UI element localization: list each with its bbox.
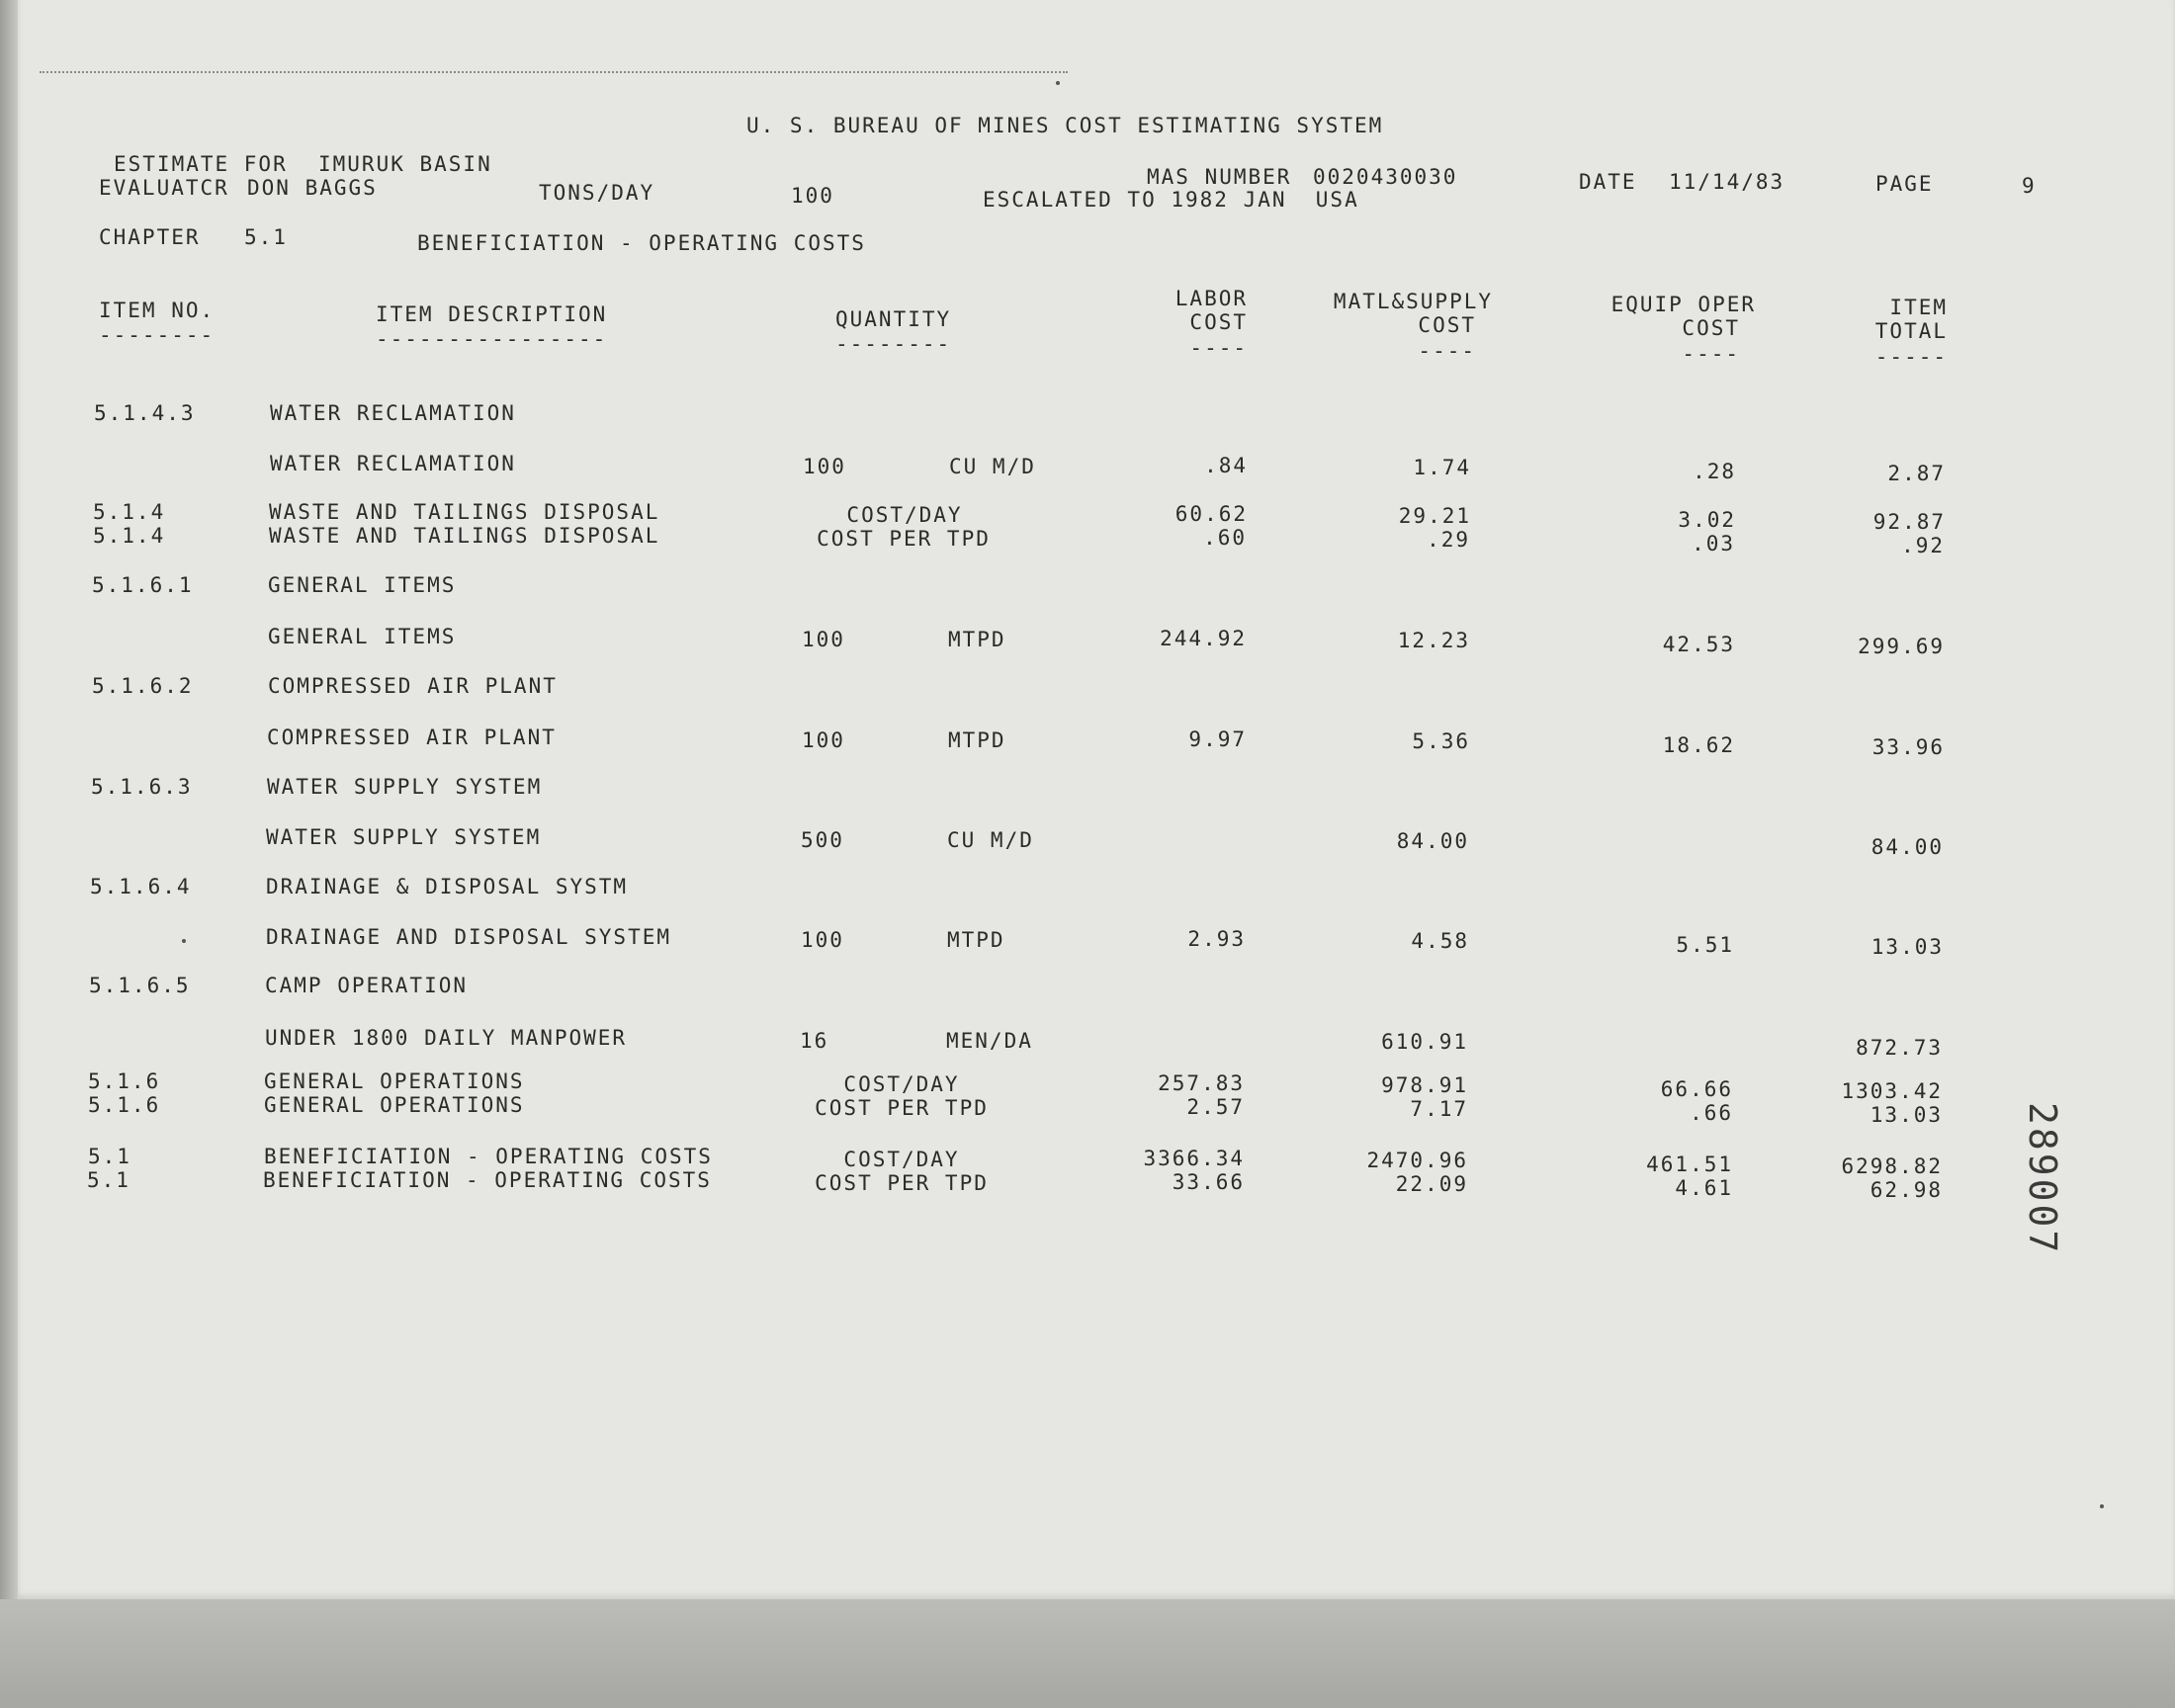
matl-supply-cost: .29 [1427,528,1470,552]
item-no: 5.1.4 [93,524,166,548]
speck [1056,81,1060,85]
item-description: GENERAL ITEMS [268,573,457,597]
quantity-unit: MEN/DA [946,1029,1033,1053]
mas-number-label: MAS NUMBER [1147,165,1292,189]
item-description: WATER RECLAMATION [270,401,516,425]
item-no: 5.1.4 [93,500,166,524]
item-description: WASTE AND TAILINGS DISPOSAL [269,500,660,524]
escalated-text: ESCALATED TO 1982 JAN USA [983,188,1359,212]
col-matl-line2: COST [1418,313,1476,337]
quantity-basis: COST/DAY [843,1148,960,1171]
chapter-title: BENEFICIATION - OPERATING COSTS [417,231,866,255]
evaluator-value: DON BAGGS [247,176,378,200]
estimate-for-label: ESTIMATE FOR [114,152,288,176]
quantity-basis: COST/DAY [843,1072,960,1096]
printout-sheet [18,0,2175,1599]
col-item-description: ITEM DESCRIPTION [376,302,608,326]
labor-cost: 2.93 [1187,927,1246,951]
item-description: GENERAL OPERATIONS [264,1093,525,1117]
quantity-basis: COST PER TPD [817,527,991,551]
item-description: COMPRESSED AIR PLANT [267,726,557,749]
equip-oper-cost: 461.51 [1646,1153,1733,1176]
item-no: 5.1.4.3 [94,401,196,425]
labor-cost: 60.62 [1174,502,1248,526]
col-labor-line2: COST [1189,310,1248,334]
mas-number-value: 0020430030 [1313,165,1458,189]
col-total-line2: TOTAL [1874,319,1948,343]
item-total: 33.96 [1871,735,1945,759]
equip-oper-cost: 5.51 [1676,933,1734,957]
item-total: 299.69 [1858,635,1945,658]
equip-oper-cost: .66 [1690,1101,1733,1125]
chapter-label: CHAPTER [99,225,201,249]
matl-supply-cost: 1.74 [1413,456,1471,479]
item-no: 5.1.6.2 [92,674,194,698]
chapter-number: 5.1 [244,225,288,249]
col-item-no-rule: -------- [99,323,216,347]
margin-stamp: 289007 [2021,1102,2064,1256]
item-total: 2.87 [1887,462,1946,485]
sheet-left-edge [0,0,18,1599]
item-description: CAMP OPERATION [265,974,469,997]
item-total: 13.03 [1870,935,1944,959]
item-total: 84.00 [1870,835,1944,859]
equip-oper-cost: 18.62 [1662,733,1735,757]
item-description: BENEFICIATION - OPERATING COSTS [263,1168,712,1192]
item-description: GENERAL OPERATIONS [264,1069,525,1093]
date-value: 11/14/83 [1669,170,1785,194]
col-equip-rule: ---- [1682,342,1740,366]
labor-cost: 3366.34 [1143,1147,1245,1170]
item-total: .92 [1901,534,1945,557]
item-no: 5.1.6.3 [91,775,193,799]
equip-oper-cost: 3.02 [1678,508,1736,532]
item-no: 5.1.6 [88,1093,161,1117]
quantity-value: 100 [801,928,844,952]
col-quantity-rule: -------- [835,332,952,356]
date-label: DATE [1579,170,1637,194]
equip-oper-cost: 66.66 [1660,1077,1733,1101]
item-description: GENERAL ITEMS [268,625,457,648]
page-number: 9 [2022,174,2037,198]
item-total: 92.87 [1872,510,1946,534]
page-label: PAGE [1875,172,1934,196]
item-description: DRAINAGE & DISPOSAL SYSTM [266,875,629,898]
speck [2100,1504,2104,1508]
col-item-description-rule: ---------------- [376,327,608,351]
matl-supply-cost: 29.21 [1398,504,1471,528]
col-equip-line2: COST [1682,316,1740,340]
labor-cost: .60 [1203,526,1247,550]
item-no: 5.1.6.1 [92,573,194,597]
matl-supply-cost: 978.91 [1381,1073,1468,1097]
item-no: 5.1.6 [88,1069,161,1093]
system-title: U. S. BUREAU OF MINES COST ESTIMATING SYSTEM [746,114,1384,137]
item-total: 872.73 [1856,1036,1943,1060]
item-total: 6298.82 [1841,1154,1943,1178]
item-description: BENEFICIATION - OPERATING COSTS [264,1145,713,1168]
equip-oper-cost: 42.53 [1662,633,1735,656]
labor-cost: 9.97 [1188,727,1247,751]
quantity-basis: COST PER TPD [815,1096,989,1120]
matl-supply-cost: 5.36 [1412,729,1470,753]
evaluator-label: EVALUATCR [99,176,229,200]
equip-oper-cost: .28 [1693,460,1736,483]
item-description: DRAINAGE AND DISPOSAL SYSTEM [266,925,672,949]
matl-supply-cost: 7.17 [1410,1097,1468,1121]
matl-supply-cost: 12.23 [1397,629,1470,652]
col-labor-rule: ---- [1189,336,1248,360]
quantity-value: 100 [803,455,846,478]
item-description: WATER SUPPLY SYSTEM [266,825,542,849]
item-total: 62.98 [1870,1178,1943,1202]
labor-cost: 2.57 [1186,1095,1245,1119]
col-item-no: ITEM NO. [99,299,216,322]
col-labor-line1: LABOR [1174,287,1248,310]
quantity-value: 500 [801,828,844,852]
item-description: WASTE AND TAILINGS DISPOSAL [269,524,660,548]
item-no: 5.1.6.4 [90,875,192,898]
quantity-value: 100 [802,628,845,651]
matl-supply-cost: 22.09 [1395,1172,1468,1196]
item-description: WATER RECLAMATION [270,452,516,475]
matl-supply-cost: 610.91 [1381,1030,1468,1054]
item-description: UNDER 1800 DAILY MANPOWER [265,1026,628,1050]
tear-perforation [40,71,1068,73]
item-description: WATER SUPPLY SYSTEM [267,775,543,799]
quantity-unit: CU M/D [949,455,1036,478]
labor-cost: 257.83 [1158,1071,1245,1095]
quantity-basis: COST/DAY [846,503,963,527]
col-quantity: QUANTITY [835,307,952,331]
equip-oper-cost: 4.61 [1675,1176,1733,1200]
sheet-bottom-edge [0,1599,2175,1708]
quantity-unit: MTPD [948,628,1006,651]
quantity-unit: MTPD [948,728,1006,752]
matl-supply-cost: 2470.96 [1366,1149,1468,1172]
quantity-unit: MTPD [947,928,1005,952]
item-no: 5.1 [87,1168,130,1192]
col-total-line1: ITEM [1889,296,1948,319]
tons-day-value: 100 [791,184,834,208]
col-matl-rule: ---- [1418,339,1476,363]
quantity-basis: COST PER TPD [815,1171,989,1195]
speck [182,939,186,943]
quantity-value: 100 [802,728,845,752]
col-equip-line1: EQUIP OPER [1610,293,1756,316]
item-no: 5.1 [88,1145,131,1168]
labor-cost: 33.66 [1172,1170,1245,1194]
item-description: COMPRESSED AIR PLANT [268,674,558,698]
matl-supply-cost: 84.00 [1396,829,1469,853]
equip-oper-cost: .03 [1692,532,1735,555]
matl-supply-cost: 4.58 [1411,929,1469,953]
col-matl-line1: MATL&SUPPLY [1333,290,1493,313]
col-total-rule: ----- [1874,345,1948,369]
quantity-value: 16 [800,1029,829,1053]
item-total: 1303.42 [1841,1079,1943,1103]
item-total: 13.03 [1870,1103,1943,1127]
tons-day-label: TONS/DAY [539,181,655,205]
labor-cost: 244.92 [1160,627,1247,650]
item-no: 5.1.6.5 [89,974,191,997]
labor-cost: .84 [1204,454,1248,477]
quantity-unit: CU M/D [947,828,1034,852]
estimate-for-value: IMURUK BASIN [318,152,492,176]
